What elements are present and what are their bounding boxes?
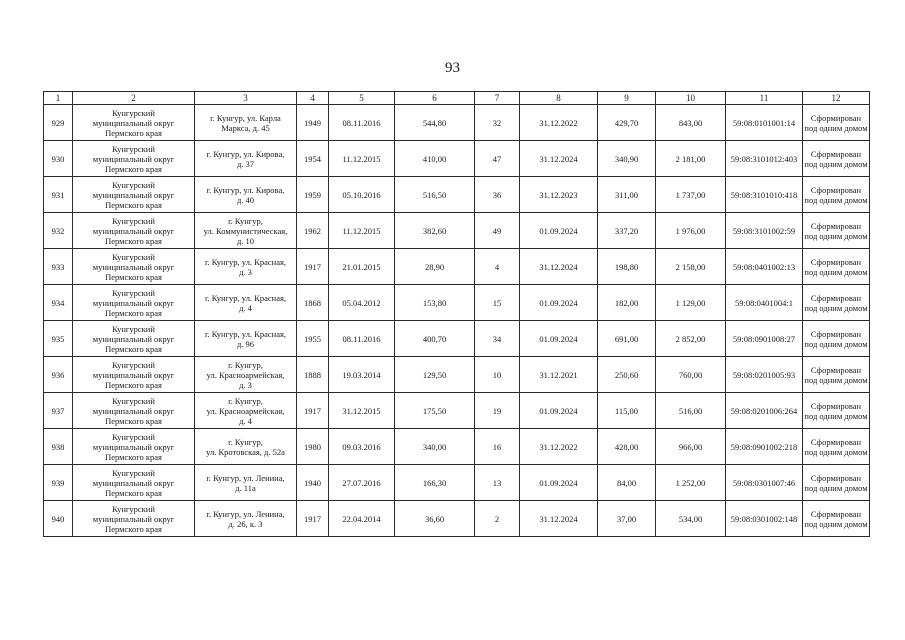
count-cell: 36 xyxy=(475,177,520,213)
status-cell-line: под одним домом xyxy=(804,266,868,277)
owner-cell-line: Пермского края xyxy=(105,487,162,498)
status-cell-line: под одним домом xyxy=(804,374,868,385)
cadastre-cell: 59:08:3101012:403 xyxy=(726,141,803,177)
table-row xyxy=(44,213,870,249)
date-cell: 08.11.2016 xyxy=(329,105,395,141)
date-cell: 11.12.2015 xyxy=(329,213,395,249)
count-cell: 49 xyxy=(475,213,520,249)
address-cell-line: г. Кунгур, xyxy=(228,359,263,370)
table-row xyxy=(44,465,870,501)
address-cell-line: ул. Коммунистическая, xyxy=(203,225,288,236)
owner-cell-line: Пермского края xyxy=(105,415,162,426)
address-cell xyxy=(195,285,297,321)
owner-cell-line: Пермского края xyxy=(105,307,162,318)
address-cell-line: г. Кунгур, ул. Красная, xyxy=(204,328,287,339)
value-cell: 250,60 xyxy=(598,357,656,393)
count-cell: 15 xyxy=(475,285,520,321)
address-cell-line: Маркса, д. 45 xyxy=(221,122,270,133)
address-cell xyxy=(195,177,297,213)
owner-cell-line: Пермского края xyxy=(105,199,162,210)
column-header-3: 3 xyxy=(195,92,297,105)
count-cell: 19 xyxy=(475,393,520,429)
owner-cell-line: муниципальный округ xyxy=(92,477,175,488)
count-cell: 47 xyxy=(475,141,520,177)
address-cell xyxy=(195,429,297,465)
row-number-cell: 932 xyxy=(44,213,73,249)
owner-cell-line: муниципальный округ xyxy=(92,117,175,128)
cadastre-cell: 59:08:0201005:93 xyxy=(726,357,803,393)
area-cell: 410,00 xyxy=(395,141,475,177)
owner-cell xyxy=(73,429,195,465)
area-cell: 516,50 xyxy=(395,177,475,213)
area-cell: 175,50 xyxy=(395,393,475,429)
date-cell: 11.12.2015 xyxy=(329,141,395,177)
date-cell: 22.04.2014 xyxy=(329,501,395,537)
status-cell xyxy=(803,357,870,393)
status-cell-line: под одним домом xyxy=(804,122,868,133)
address-cell-line: д. 26, к. 3 xyxy=(228,518,263,529)
table-row xyxy=(44,177,870,213)
table-row xyxy=(44,249,870,285)
column-header-6: 6 xyxy=(395,92,475,105)
status-cell-line: Сформирован xyxy=(810,472,862,483)
status-cell xyxy=(803,429,870,465)
address-cell xyxy=(195,105,297,141)
cadastre-cell: 59:08:0301002:148 xyxy=(726,501,803,537)
deadline-cell: 01.09.2024 xyxy=(520,213,598,249)
table-row xyxy=(44,105,870,141)
cadastre-cell: 59:08:0301007:46 xyxy=(726,465,803,501)
count-cell: 16 xyxy=(475,429,520,465)
cost-cell: 760,00 xyxy=(656,357,726,393)
cost-cell: 966,00 xyxy=(656,429,726,465)
column-header-7: 7 xyxy=(475,92,520,105)
year-cell: 1917 xyxy=(297,393,329,429)
column-header-2: 2 xyxy=(73,92,195,105)
status-cell-line: Сформирован xyxy=(810,364,862,375)
count-cell: 4 xyxy=(475,249,520,285)
date-cell: 31.12.2015 xyxy=(329,393,395,429)
owner-cell xyxy=(73,465,195,501)
cadastre-cell: 59:08:0901002:218 xyxy=(726,429,803,465)
owner-cell-line: Кунгурский xyxy=(112,467,155,478)
owner-cell-line: муниципальный округ xyxy=(92,333,175,344)
owner-cell-line: Пермского края xyxy=(105,271,162,282)
address-cell xyxy=(195,141,297,177)
status-cell-line: под одним домом xyxy=(804,302,868,313)
status-cell-line: Сформирован xyxy=(810,328,862,339)
column-header-5: 5 xyxy=(329,92,395,105)
row-number-cell: 930 xyxy=(44,141,73,177)
address-cell-line: г. Кунгур, ул. Кирова, xyxy=(206,184,285,195)
area-cell: 544,80 xyxy=(395,105,475,141)
status-cell xyxy=(803,177,870,213)
year-cell: 1959 xyxy=(297,177,329,213)
status-cell xyxy=(803,321,870,357)
cost-cell: 2 158,00 xyxy=(656,249,726,285)
value-cell: 337,20 xyxy=(598,213,656,249)
status-cell-line: Сформирован xyxy=(810,436,862,447)
deadline-cell: 31.12.2022 xyxy=(520,429,598,465)
status-cell-line: Сформирован xyxy=(810,400,862,411)
area-cell: 153,80 xyxy=(395,285,475,321)
owner-cell-line: муниципальный округ xyxy=(92,297,175,308)
area-cell: 400,70 xyxy=(395,321,475,357)
deadline-cell: 31.12.2022 xyxy=(520,105,598,141)
owner-cell xyxy=(73,321,195,357)
cadastre-cell: 59:08:0101001:14 xyxy=(726,105,803,141)
page-number: 93 xyxy=(445,60,460,76)
status-cell-line: под одним домом xyxy=(804,194,868,205)
date-cell: 05.10.2016 xyxy=(329,177,395,213)
header-row xyxy=(44,92,870,105)
owner-cell-line: муниципальный округ xyxy=(92,369,175,380)
area-cell: 28,90 xyxy=(395,249,475,285)
column-header-10: 10 xyxy=(656,92,726,105)
status-cell-line: Сформирован xyxy=(810,112,862,123)
address-cell-line: г. Кунгур, ул. Ленина, xyxy=(206,508,285,519)
status-cell-line: под одним домом xyxy=(804,482,868,493)
area-cell: 382,60 xyxy=(395,213,475,249)
date-cell: 27.07.2016 xyxy=(329,465,395,501)
owner-cell-line: Кунгурский xyxy=(112,107,155,118)
cost-cell: 2 852,00 xyxy=(656,321,726,357)
deadline-cell: 01.09.2024 xyxy=(520,321,598,357)
owner-cell-line: муниципальный округ xyxy=(92,513,175,524)
year-cell: 1949 xyxy=(297,105,329,141)
count-cell: 13 xyxy=(475,465,520,501)
status-cell-line: под одним домом xyxy=(804,230,868,241)
address-cell-line: г. Кунгур, ул. Карла xyxy=(210,112,281,123)
address-cell-line: д. 37 xyxy=(236,158,255,169)
owner-cell-line: Кунгурский xyxy=(112,179,155,190)
status-cell xyxy=(803,249,870,285)
status-cell-line: под одним домом xyxy=(804,338,868,349)
row-number-cell: 939 xyxy=(44,465,73,501)
address-cell-line: г. Кунгур, ул. Красная, xyxy=(204,292,287,303)
cost-cell: 516,00 xyxy=(656,393,726,429)
address-cell-line: г. Кунгур, ул. Красная, xyxy=(204,256,287,267)
deadline-cell: 01.09.2024 xyxy=(520,393,598,429)
area-cell: 166,30 xyxy=(395,465,475,501)
row-number-cell: 933 xyxy=(44,249,73,285)
value-cell: 198,80 xyxy=(598,249,656,285)
address-cell-line: д. 40 xyxy=(236,194,255,205)
year-cell: 1954 xyxy=(297,141,329,177)
value-cell: 84,00 xyxy=(598,465,656,501)
address-cell xyxy=(195,501,297,537)
year-cell: 1955 xyxy=(297,321,329,357)
year-cell: 1962 xyxy=(297,213,329,249)
row-number-cell: 937 xyxy=(44,393,73,429)
cost-cell: 843,00 xyxy=(656,105,726,141)
row-number-cell: 929 xyxy=(44,105,73,141)
owner-cell-line: Кунгурский xyxy=(112,323,155,334)
date-cell: 19.03.2014 xyxy=(329,357,395,393)
cadastre-cell: 59:08:3101002:59 xyxy=(726,213,803,249)
address-cell-line: д. 4 xyxy=(239,302,252,313)
value-cell: 428,00 xyxy=(598,429,656,465)
cost-cell: 1 252,00 xyxy=(656,465,726,501)
deadline-cell: 31.12.2021 xyxy=(520,357,598,393)
deadline-cell: 01.09.2024 xyxy=(520,465,598,501)
row-number-cell: 935 xyxy=(44,321,73,357)
owner-cell-line: Пермского края xyxy=(105,163,162,174)
count-cell: 2 xyxy=(475,501,520,537)
cost-cell: 534,00 xyxy=(656,501,726,537)
status-cell xyxy=(803,285,870,321)
registry-table xyxy=(43,91,870,537)
date-cell: 21.01.2015 xyxy=(329,249,395,285)
value-cell: 311,00 xyxy=(598,177,656,213)
address-cell-line: д. 96 xyxy=(236,338,255,349)
year-cell: 1917 xyxy=(297,501,329,537)
address-cell xyxy=(195,465,297,501)
status-cell-line: Сформирован xyxy=(810,148,862,159)
value-cell: 182,00 xyxy=(598,285,656,321)
owner-cell xyxy=(73,177,195,213)
value-cell: 691,00 xyxy=(598,321,656,357)
owner-cell xyxy=(73,105,195,141)
owner-cell xyxy=(73,285,195,321)
table-row xyxy=(44,429,870,465)
column-header-1: 1 xyxy=(44,92,73,105)
deadline-cell: 31.12.2024 xyxy=(520,501,598,537)
owner-cell-line: Кунгурский xyxy=(112,287,155,298)
area-cell: 129,50 xyxy=(395,357,475,393)
status-cell xyxy=(803,213,870,249)
deadline-cell: 31.12.2024 xyxy=(520,249,598,285)
deadline-cell: 31.12.2023 xyxy=(520,177,598,213)
address-cell-line: д. 3 xyxy=(239,379,252,390)
year-cell: 1940 xyxy=(297,465,329,501)
area-cell: 36,60 xyxy=(395,501,475,537)
status-cell-line: под одним домом xyxy=(804,410,868,421)
owner-cell-line: Кунгурский xyxy=(112,215,155,226)
address-cell xyxy=(195,393,297,429)
status-cell xyxy=(803,501,870,537)
year-cell: 1980 xyxy=(297,429,329,465)
owner-cell-line: Пермского края xyxy=(105,343,162,354)
date-cell: 08.11.2016 xyxy=(329,321,395,357)
row-number-cell: 938 xyxy=(44,429,73,465)
status-cell-line: Сформирован xyxy=(810,508,862,519)
table-row xyxy=(44,141,870,177)
status-cell-line: Сформирован xyxy=(810,256,862,267)
owner-cell-line: Кунгурский xyxy=(112,251,155,262)
column-header-9: 9 xyxy=(598,92,656,105)
address-cell-line: ул. Кротовская, д. 52а xyxy=(206,446,285,457)
value-cell: 429,70 xyxy=(598,105,656,141)
address-cell-line: ул. Красноармейская, xyxy=(206,405,285,416)
status-cell-line: Сформирован xyxy=(810,184,862,195)
owner-cell-line: муниципальный округ xyxy=(92,153,175,164)
count-cell: 34 xyxy=(475,321,520,357)
row-number-cell: 940 xyxy=(44,501,73,537)
owner-cell-line: муниципальный округ xyxy=(92,441,175,452)
deadline-cell: 31.12.2024 xyxy=(520,141,598,177)
address-cell xyxy=(195,213,297,249)
owner-cell-line: Пермского края xyxy=(105,127,162,138)
status-cell-line: под одним домом xyxy=(804,518,868,529)
cost-cell: 2 181,00 xyxy=(656,141,726,177)
owner-cell-line: Кунгурский xyxy=(112,431,155,442)
address-cell-line: г. Кунгур, xyxy=(228,436,263,447)
year-cell: 1888 xyxy=(297,357,329,393)
deadline-cell: 01.09.2024 xyxy=(520,285,598,321)
address-cell-line: г. Кунгур, xyxy=(228,215,263,226)
table-row xyxy=(44,393,870,429)
owner-cell xyxy=(73,213,195,249)
cadastre-cell: 59:08:0901008:27 xyxy=(726,321,803,357)
owner-cell xyxy=(73,141,195,177)
owner-cell xyxy=(73,501,195,537)
table-row xyxy=(44,357,870,393)
value-cell: 340,90 xyxy=(598,141,656,177)
date-cell: 09.03.2016 xyxy=(329,429,395,465)
table-row xyxy=(44,285,870,321)
address-cell-line: ул. Красноармейская, xyxy=(206,369,285,380)
owner-cell-line: Кунгурский xyxy=(112,503,155,514)
row-number-cell: 931 xyxy=(44,177,73,213)
address-cell xyxy=(195,249,297,285)
owner-cell-line: Пермского края xyxy=(105,523,162,534)
cost-cell: 1 737,00 xyxy=(656,177,726,213)
area-cell: 340,00 xyxy=(395,429,475,465)
owner-cell-line: Пермского края xyxy=(105,235,162,246)
owner-cell-line: Кунгурский xyxy=(112,359,155,370)
status-cell xyxy=(803,141,870,177)
owner-cell-line: муниципальный округ xyxy=(92,189,175,200)
owner-cell xyxy=(73,393,195,429)
table-row xyxy=(44,501,870,537)
cadastre-cell: 59:08:0201006:264 xyxy=(726,393,803,429)
status-cell xyxy=(803,465,870,501)
cost-cell: 1 129,00 xyxy=(656,285,726,321)
count-cell: 10 xyxy=(475,357,520,393)
table-body xyxy=(44,105,870,537)
value-cell: 37,00 xyxy=(598,501,656,537)
row-number-cell: 936 xyxy=(44,357,73,393)
table-row xyxy=(44,321,870,357)
value-cell: 115,00 xyxy=(598,393,656,429)
owner-cell xyxy=(73,357,195,393)
date-cell: 05.04.2012 xyxy=(329,285,395,321)
column-header-4: 4 xyxy=(297,92,329,105)
address-cell xyxy=(195,357,297,393)
address-cell-line: г. Кунгур, ул. Кирова, xyxy=(206,148,285,159)
address-cell-line: д. 11а xyxy=(235,482,256,493)
owner-cell-line: муниципальный округ xyxy=(92,405,175,416)
column-header-8: 8 xyxy=(520,92,598,105)
address-cell-line: д. 4 xyxy=(239,415,252,426)
owner-cell-line: муниципальный округ xyxy=(92,261,175,272)
address-cell xyxy=(195,321,297,357)
cost-cell: 1 976,00 xyxy=(656,213,726,249)
owner-cell-line: Кунгурский xyxy=(112,395,155,406)
address-cell-line: д. 10 xyxy=(236,235,255,246)
column-header-11: 11 xyxy=(726,92,803,105)
column-header-12: 12 xyxy=(803,92,870,105)
status-cell xyxy=(803,105,870,141)
status-cell-line: Сформирован xyxy=(810,292,862,303)
status-cell-line: Сформирован xyxy=(810,220,862,231)
year-cell: 1917 xyxy=(297,249,329,285)
owner-cell-line: Пермского края xyxy=(105,379,162,390)
status-cell-line: под одним домом xyxy=(804,158,868,169)
address-cell-line: д. 3 xyxy=(239,266,252,277)
cadastre-cell: 59:08:0401002:13 xyxy=(726,249,803,285)
cadastre-cell: 59:08:3101010:418 xyxy=(726,177,803,213)
address-cell-line: г. Кунгур, xyxy=(228,395,263,406)
row-number-cell: 934 xyxy=(44,285,73,321)
owner-cell-line: Пермского края xyxy=(105,451,162,462)
status-cell-line: под одним домом xyxy=(804,446,868,457)
owner-cell xyxy=(73,249,195,285)
cadastre-cell: 59:08:0401004:1 xyxy=(726,285,803,321)
owner-cell-line: муниципальный округ xyxy=(92,225,175,236)
address-cell-line: г. Кунгур, ул. Ленина, xyxy=(206,472,285,483)
owner-cell-line: Кунгурский xyxy=(112,143,155,154)
status-cell xyxy=(803,393,870,429)
count-cell: 32 xyxy=(475,105,520,141)
year-cell: 1868 xyxy=(297,285,329,321)
